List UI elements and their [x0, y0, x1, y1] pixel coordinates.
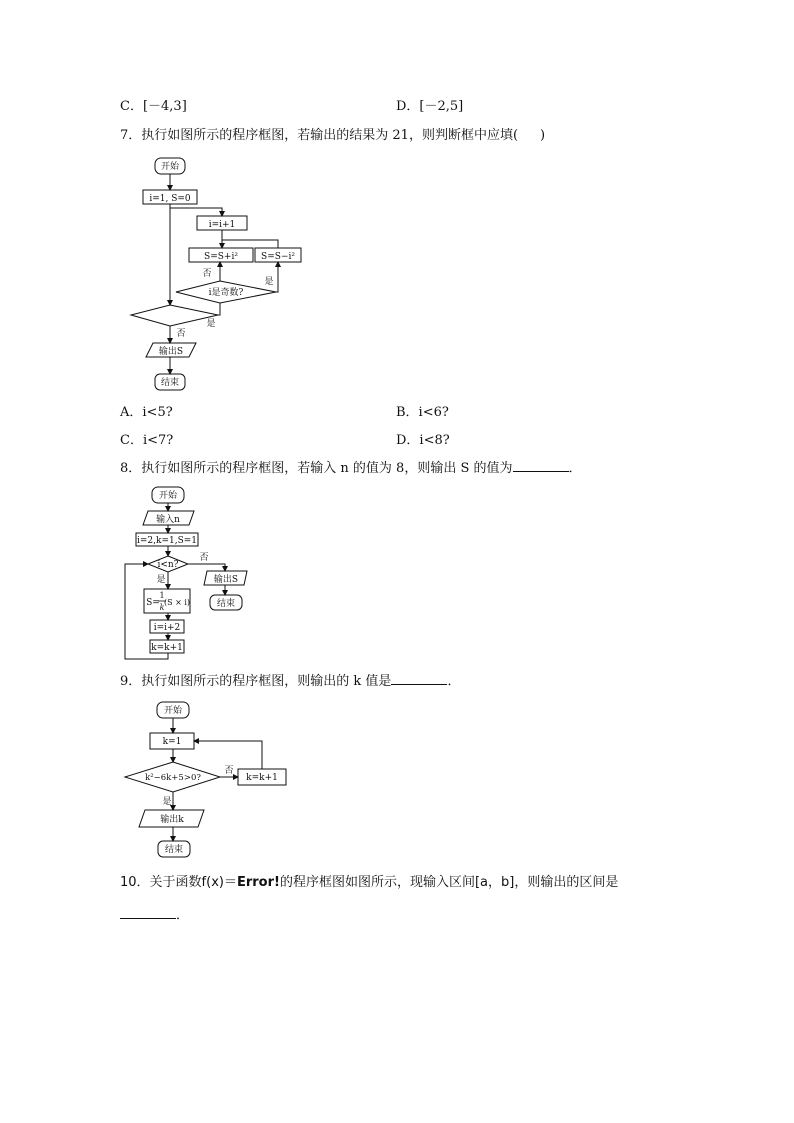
q7-sub-label: S=S−i² [261, 252, 295, 262]
q7-yes-label: 是 [264, 277, 274, 287]
option-7d: D．i<8? [396, 433, 450, 448]
question-10-text: 关于函数f(x)＝ [149, 875, 237, 890]
q7-odd-label: i是奇数? [208, 288, 244, 298]
q8-frac-num: 1 [159, 591, 165, 600]
q8-no-label: 否 [199, 553, 209, 563]
question-10-answer-line [120, 906, 189, 925]
flowchart-q8 [120, 482, 260, 662]
q9-output-label: 输出k [160, 815, 184, 825]
answer-blank-10[interactable] [120, 906, 176, 919]
q8-start-label: 开始 [158, 491, 178, 501]
q8-yes-label: 是 [156, 575, 166, 585]
q7-incr-label: i=i+1 [208, 220, 236, 230]
question-10-number: 10． [120, 875, 150, 890]
q8-output-label: 输出S [213, 575, 239, 585]
q8-frac-den: k [159, 603, 165, 612]
question-9-text: 执行如图所示的程序框图，则输出的 k 值是 [141, 674, 392, 689]
question-10-error-token: Error! [236, 875, 280, 890]
question-7 [120, 127, 545, 145]
option-d-prev: D．[－2,5] [396, 99, 464, 114]
q9-start-label: 开始 [163, 706, 183, 716]
q7-no2-label: 否 [176, 329, 186, 339]
q7-init-label: i=1, S=0 [149, 194, 191, 204]
q8-end-label: 结束 [216, 599, 236, 609]
q7-add-label: S=S+i² [204, 252, 238, 262]
q8-input-label: 输入n [156, 515, 180, 525]
q9-end-label: 结束 [164, 845, 184, 855]
q7-start-label: 开始 [160, 162, 180, 172]
q7-end-label: 结束 [160, 378, 180, 388]
q9-no-label: 否 [224, 766, 234, 776]
question-7-close: ) [540, 128, 546, 143]
flowchart-q9 [120, 696, 300, 864]
option-7a: A．i<5? [120, 405, 173, 420]
question-8-text: 执行如图所示的程序框图，若输入 n 的值为 8，则输出 S 的值为 [141, 461, 513, 476]
q9-init-label: k=1 [162, 737, 182, 747]
question-8-end: ． [568, 461, 582, 476]
question-9-end: ． [447, 674, 461, 689]
q7-no-label: 否 [202, 269, 212, 279]
question-8-number: 8． [120, 461, 142, 476]
flowchart-q7 [125, 150, 325, 395]
question-9 [120, 672, 460, 691]
q8-cond-label: i<n? [157, 560, 179, 570]
option-c-prev: C．[－4,3] [120, 99, 187, 114]
q9-yes-label: 是 [162, 797, 172, 807]
q9-incr-label: k=k+1 [246, 773, 278, 783]
question-10 [120, 874, 618, 892]
q8-init-label: i=2,k=1,S=1 [136, 536, 198, 546]
option-7b: B．i<6? [396, 405, 449, 420]
question-7-number: 7． [120, 128, 142, 143]
answer-blank-8[interactable] [513, 459, 569, 472]
question-9-number: 9． [120, 674, 142, 689]
question-10-end: ． [176, 908, 190, 923]
q8-assign-right: (S × i) [163, 598, 191, 607]
q8-incr-i-label: i=i+2 [153, 623, 181, 633]
q7-yes2-label: 是 [206, 319, 216, 329]
question-7-text: 执行如图所示的程序框图，若输出的结果为 21，则判断框中应填( [141, 128, 519, 143]
question-8 [120, 459, 582, 478]
answer-blank-9[interactable] [391, 672, 447, 685]
question-10-text-after: 的程序框图如图所示，现输入区间[a，b]，则输出的区间是 [279, 875, 619, 890]
q8-incr-k-label: k=k+1 [151, 643, 183, 653]
q7-output-label: 输出S [158, 347, 184, 357]
q7-main-diamond [131, 305, 218, 326]
option-7c: C．i<7? [120, 433, 174, 448]
q8-assign-left: S= [146, 598, 160, 608]
q9-cond-label: k²−6k+5>0? [145, 773, 201, 783]
